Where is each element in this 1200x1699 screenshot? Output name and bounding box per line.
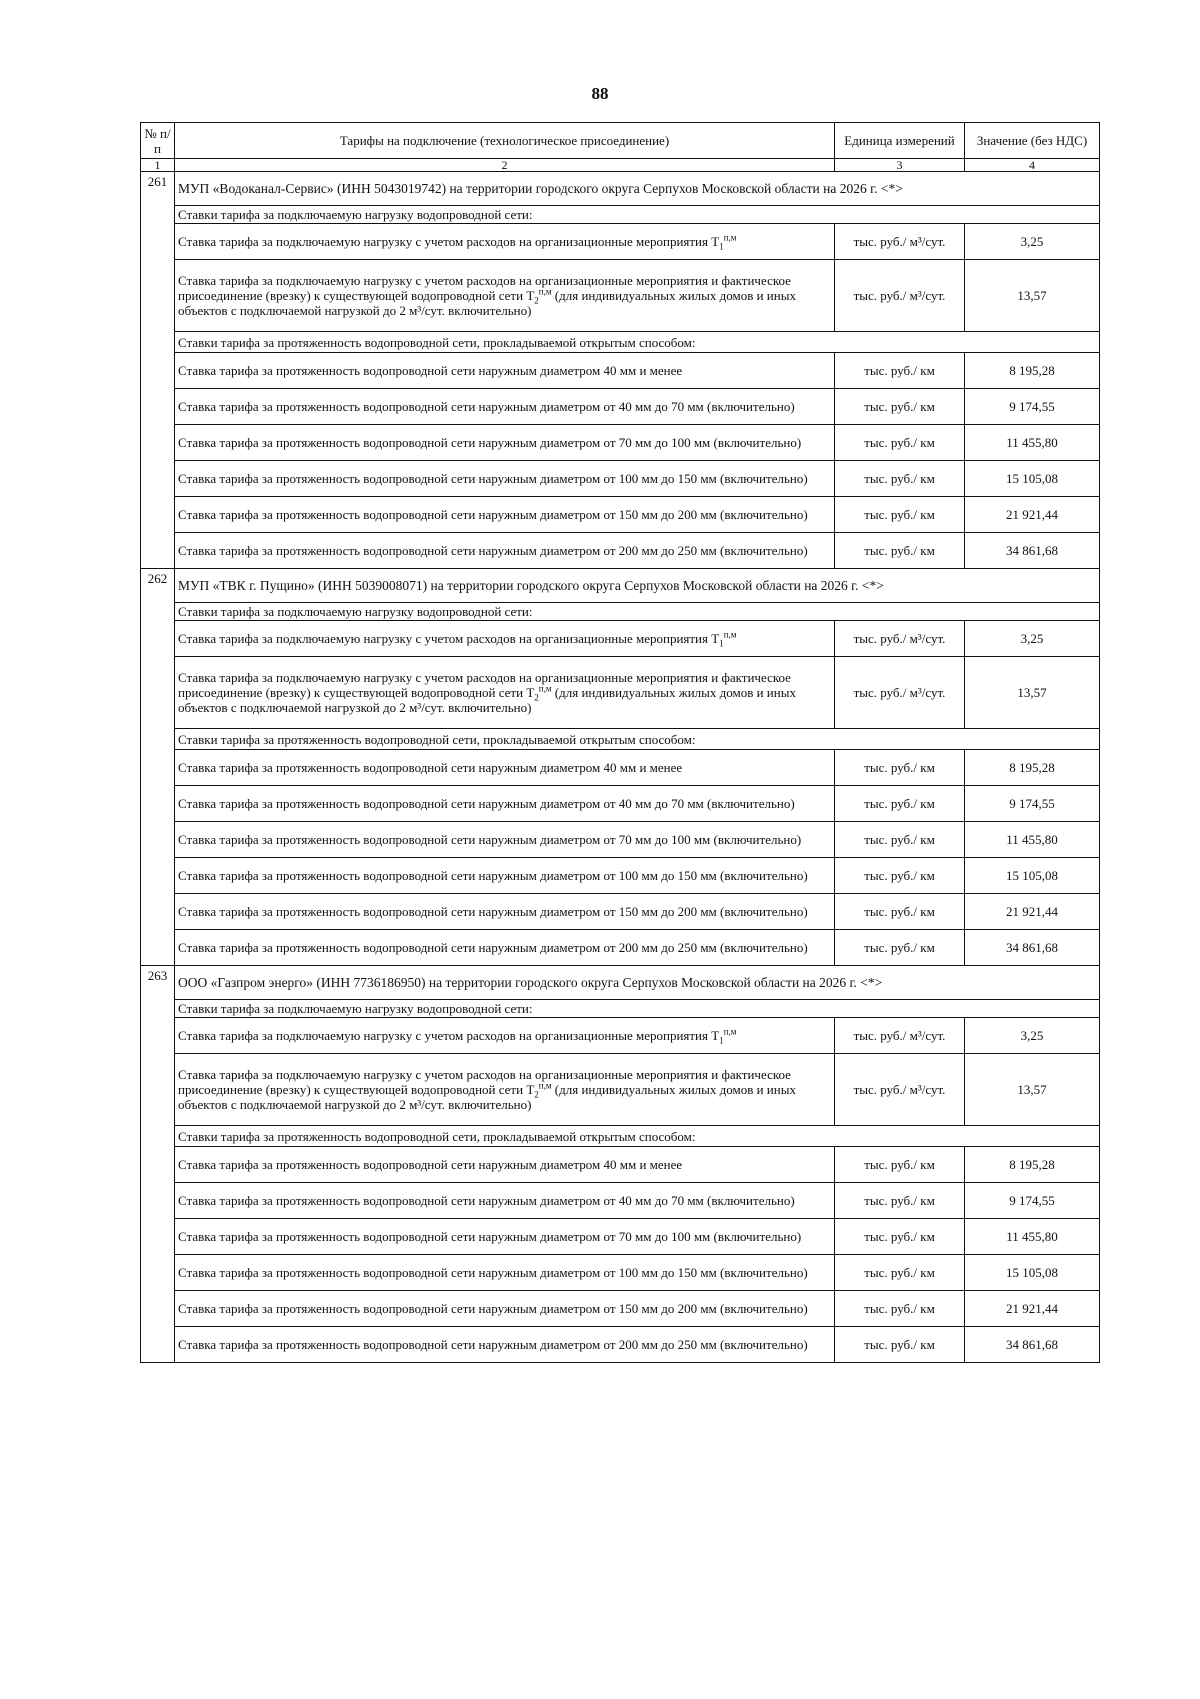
value-cell: 11 455,80: [965, 1219, 1100, 1255]
value-cell: 21 921,44: [965, 1291, 1100, 1327]
tariff-subscript: 2: [534, 295, 539, 306]
tariff-description: Ставка тарифа за протяженность водопроводной сети наружным диаметром 40 мм и менее: [175, 750, 835, 786]
table-row: [141, 822, 1100, 858]
value-cell: 13,57: [965, 260, 1100, 332]
organization-title: МУП «Водоканал-Сервис» (ИНН 5043019742) на территории городского округа Серпухов Московской области на 2026 г. <*>: [175, 172, 1100, 206]
tariff-description: Ставка тарифа за протяженность водопроводной сети наружным диаметром от 150 мм до 200 мм (включительно): [175, 497, 835, 533]
tariff-subscript: 2: [534, 1089, 539, 1100]
value-cell: 9 174,55: [965, 786, 1100, 822]
tariff-table: [140, 122, 1100, 1363]
tariff-description: Ставка тарифа за протяженность водопроводной сети наружным диаметром 40 мм и менее: [175, 353, 835, 389]
value-cell: 15 105,08: [965, 1255, 1100, 1291]
tariff-text: Ставка тарифа за подключаемую нагрузку с учетом расходов на организационные мероприятия и фактическое присоединение (врезку) к существующей водопроводной сети T: [178, 273, 791, 303]
table-row: [141, 1291, 1100, 1327]
unit-cell: тыс. руб./ м³/сут.: [835, 1018, 965, 1054]
section-load-heading: Ставки тарифа за подключаемую нагрузку водопроводной сети:: [175, 603, 1100, 621]
value-cell: 8 195,28: [965, 353, 1100, 389]
value-cell: 8 195,28: [965, 750, 1100, 786]
tariff-text: Ставка тарифа за подключаемую нагрузку с учетом расходов на организационные мероприятия и фактическое присоединение (врезку) к существующей водопроводной сети T: [178, 670, 791, 700]
tariff-text: (для индивидуальных жилых домов и иных объектов с подключаемой нагрузкой до 2 м³/сут. включительно): [178, 288, 796, 318]
value-cell: 8 195,28: [965, 1147, 1100, 1183]
table-row: [141, 389, 1100, 425]
tariff-superscript: п,м: [538, 286, 552, 297]
tariff-text: Ставка тарифа за подключаемую нагрузку с учетом расходов на организационные мероприятия T: [178, 234, 720, 249]
unit-cell: тыс. руб./ км: [835, 858, 965, 894]
table-row: [141, 930, 1100, 966]
table-row: [141, 894, 1100, 930]
unit-cell: тыс. руб./ км: [835, 1291, 965, 1327]
unit-cell: тыс. руб./ км: [835, 497, 965, 533]
value-cell: 13,57: [965, 657, 1100, 729]
value-cell: 3,25: [965, 621, 1100, 657]
organization-row: [141, 569, 1100, 603]
tariff-description: [175, 1054, 835, 1126]
table-row: [141, 621, 1100, 657]
unit-cell: тыс. руб./ км: [835, 1255, 965, 1291]
tariff-description: [175, 657, 835, 729]
tariff-subscript: 2: [534, 692, 539, 703]
tariff-description: Ставка тарифа за протяженность водопроводной сети наружным диаметром от 70 мм до 100 мм (включительно): [175, 822, 835, 858]
section-row: [141, 332, 1100, 353]
section-length-heading: Ставки тарифа за протяженность водопроводной сети, прокладываемой открытым способом:: [175, 729, 1100, 750]
tariff-description: Ставка тарифа за протяженность водопроводной сети наружным диаметром от 100 мм до 150 мм (включительно): [175, 1255, 835, 1291]
unit-cell: тыс. руб./ км: [835, 461, 965, 497]
tariff-description: Ставка тарифа за протяженность водопроводной сети наружным диаметром от 150 мм до 200 мм (включительно): [175, 894, 835, 930]
unit-cell: тыс. руб./ м³/сут.: [835, 260, 965, 332]
table-row: [141, 425, 1100, 461]
tariff-description: [175, 260, 835, 332]
unit-cell: тыс. руб./ км: [835, 786, 965, 822]
table-row: [141, 1147, 1100, 1183]
unit-cell: тыс. руб./ км: [835, 1327, 965, 1363]
value-cell: 15 105,08: [965, 461, 1100, 497]
column-index: 2: [175, 159, 835, 172]
header-unit: Единица измерений: [835, 123, 965, 159]
header-value: Значение (без НДС): [965, 123, 1100, 159]
table-row: [141, 461, 1100, 497]
unit-cell: тыс. руб./ м³/сут.: [835, 224, 965, 260]
table-row: [141, 533, 1100, 569]
tariff-description: Ставка тарифа за протяженность водопроводной сети наружным диаметром от 70 мм до 100 мм (включительно): [175, 1219, 835, 1255]
value-cell: 34 861,68: [965, 1327, 1100, 1363]
column-index: 3: [835, 159, 965, 172]
value-cell: 11 455,80: [965, 425, 1100, 461]
tariff-description: [175, 1018, 835, 1054]
tariff-text: Ставка тарифа за подключаемую нагрузку с учетом расходов на организационные мероприятия T: [178, 631, 720, 646]
tariff-superscript: п,м: [723, 232, 737, 243]
tariff-description: Ставка тарифа за протяженность водопроводной сети наружным диаметром от 150 мм до 200 мм (включительно): [175, 1291, 835, 1327]
unit-cell: тыс. руб./ км: [835, 930, 965, 966]
section-load-heading: Ставки тарифа за подключаемую нагрузку водопроводной сети:: [175, 206, 1100, 224]
section-row: [141, 729, 1100, 750]
value-cell: 11 455,80: [965, 822, 1100, 858]
table-row: [141, 657, 1100, 729]
tariff-description: Ставка тарифа за протяженность водопроводной сети наружным диаметром от 40 мм до 70 мм (включительно): [175, 1183, 835, 1219]
row-number: 263: [141, 966, 175, 1363]
tariff-description: [175, 224, 835, 260]
value-cell: 3,25: [965, 224, 1100, 260]
value-cell: 3,25: [965, 1018, 1100, 1054]
table-row: [141, 1255, 1100, 1291]
unit-cell: тыс. руб./ м³/сут.: [835, 621, 965, 657]
row-number: 261: [141, 172, 175, 569]
column-index: 4: [965, 159, 1100, 172]
value-cell: 9 174,55: [965, 389, 1100, 425]
table-row: [141, 224, 1100, 260]
section-length-heading: Ставки тарифа за протяженность водопроводной сети, прокладываемой открытым способом:: [175, 1126, 1100, 1147]
tariff-text: Ставка тарифа за подключаемую нагрузку с учетом расходов на организационные мероприятия и фактическое присоединение (врезку) к существующей водопроводной сети T: [178, 1067, 791, 1097]
table-body: [141, 172, 1100, 1363]
unit-cell: тыс. руб./ км: [835, 822, 965, 858]
section-row: [141, 1000, 1100, 1018]
unit-cell: тыс. руб./ км: [835, 1147, 965, 1183]
value-cell: 21 921,44: [965, 497, 1100, 533]
table-row: [141, 858, 1100, 894]
section-load-heading: Ставки тарифа за подключаемую нагрузку водопроводной сети:: [175, 1000, 1100, 1018]
unit-cell: тыс. руб./ км: [835, 389, 965, 425]
value-cell: 9 174,55: [965, 1183, 1100, 1219]
unit-cell: тыс. руб./ км: [835, 1183, 965, 1219]
table-row: [141, 497, 1100, 533]
table-row: [141, 786, 1100, 822]
unit-cell: тыс. руб./ км: [835, 1219, 965, 1255]
table-row: [141, 260, 1100, 332]
tariff-text: (для индивидуальных жилых домов и иных объектов с подключаемой нагрузкой до 2 м³/сут. включительно): [178, 685, 796, 715]
header-num: № п/п: [141, 123, 175, 159]
unit-cell: тыс. руб./ км: [835, 894, 965, 930]
tariff-description: Ставка тарифа за протяженность водопроводной сети наружным диаметром от 100 мм до 150 мм (включительно): [175, 858, 835, 894]
value-cell: 15 105,08: [965, 858, 1100, 894]
section-row: [141, 206, 1100, 224]
table-row: [141, 750, 1100, 786]
section-row: [141, 1126, 1100, 1147]
tariff-description: Ставка тарифа за протяженность водопроводной сети наружным диаметром от 100 мм до 150 мм (включительно): [175, 461, 835, 497]
organization-title: ООО «Газпром энерго» (ИНН 7736186950) на территории городского округа Серпухов Московской области на 2026 г. <*>: [175, 966, 1100, 1000]
section-length-heading: Ставки тарифа за протяженность водопроводной сети, прокладываемой открытым способом:: [175, 332, 1100, 353]
tariff-description: Ставка тарифа за протяженность водопроводной сети наружным диаметром от 200 мм до 250 мм (включительно): [175, 930, 835, 966]
header-tariff: Тарифы на подключение (технологическое присоединение): [175, 123, 835, 159]
unit-cell: тыс. руб./ м³/сут.: [835, 657, 965, 729]
unit-cell: тыс. руб./ км: [835, 425, 965, 461]
unit-cell: тыс. руб./ км: [835, 750, 965, 786]
organization-row: [141, 172, 1100, 206]
tariff-description: Ставка тарифа за протяженность водопроводной сети наружным диаметром от 40 мм до 70 мм (включительно): [175, 786, 835, 822]
tariff-description: Ставка тарифа за протяженность водопроводной сети наружным диаметром от 40 мм до 70 мм (включительно): [175, 389, 835, 425]
tariff-description: [175, 621, 835, 657]
tariff-description: Ставка тарифа за протяженность водопроводной сети наружным диаметром 40 мм и менее: [175, 1147, 835, 1183]
value-cell: 21 921,44: [965, 894, 1100, 930]
organization-title: МУП «ТВК г. Пущино» (ИНН 5039008071) на территории городского округа Серпухов Московской области на 2026 г. <*>: [175, 569, 1100, 603]
table-row: [141, 1054, 1100, 1126]
tariff-text: Ставка тарифа за подключаемую нагрузку с учетом расходов на организационные мероприятия T: [178, 1028, 720, 1043]
column-index: 1: [141, 159, 175, 172]
tariff-text: (для индивидуальных жилых домов и иных объектов с подключаемой нагрузкой до 2 м³/сут. включительно): [178, 1082, 796, 1112]
value-cell: 34 861,68: [965, 533, 1100, 569]
tariff-description: Ставка тарифа за протяженность водопроводной сети наружным диаметром от 200 мм до 250 мм (включительно): [175, 1327, 835, 1363]
tariff-superscript: п,м: [538, 1080, 552, 1091]
table-row: [141, 1018, 1100, 1054]
table-row: [141, 1219, 1100, 1255]
value-cell: 34 861,68: [965, 930, 1100, 966]
table-row: [141, 1327, 1100, 1363]
table-row: [141, 1183, 1100, 1219]
table-header-row: [141, 123, 1100, 159]
unit-cell: тыс. руб./ м³/сут.: [835, 1054, 965, 1126]
tariff-superscript: п,м: [723, 629, 737, 640]
row-number: 262: [141, 569, 175, 966]
tariff-subscript: 1: [719, 241, 724, 252]
tariff-subscript: 1: [719, 1035, 724, 1046]
unit-cell: тыс. руб./ км: [835, 353, 965, 389]
table-row: [141, 353, 1100, 389]
tariff-superscript: п,м: [538, 683, 552, 694]
tariff-description: Ставка тарифа за протяженность водопроводной сети наружным диаметром от 70 мм до 100 мм (включительно): [175, 425, 835, 461]
value-cell: 13,57: [965, 1054, 1100, 1126]
tariff-superscript: п,м: [723, 1026, 737, 1037]
section-row: [141, 603, 1100, 621]
tariff-subscript: 1: [719, 638, 724, 649]
page-number: 88: [591, 84, 609, 103]
unit-cell: тыс. руб./ км: [835, 533, 965, 569]
tariff-description: Ставка тарифа за протяженность водопроводной сети наружным диаметром от 200 мм до 250 мм (включительно): [175, 533, 835, 569]
column-index-row: [141, 159, 1100, 172]
organization-row: [141, 966, 1100, 1000]
